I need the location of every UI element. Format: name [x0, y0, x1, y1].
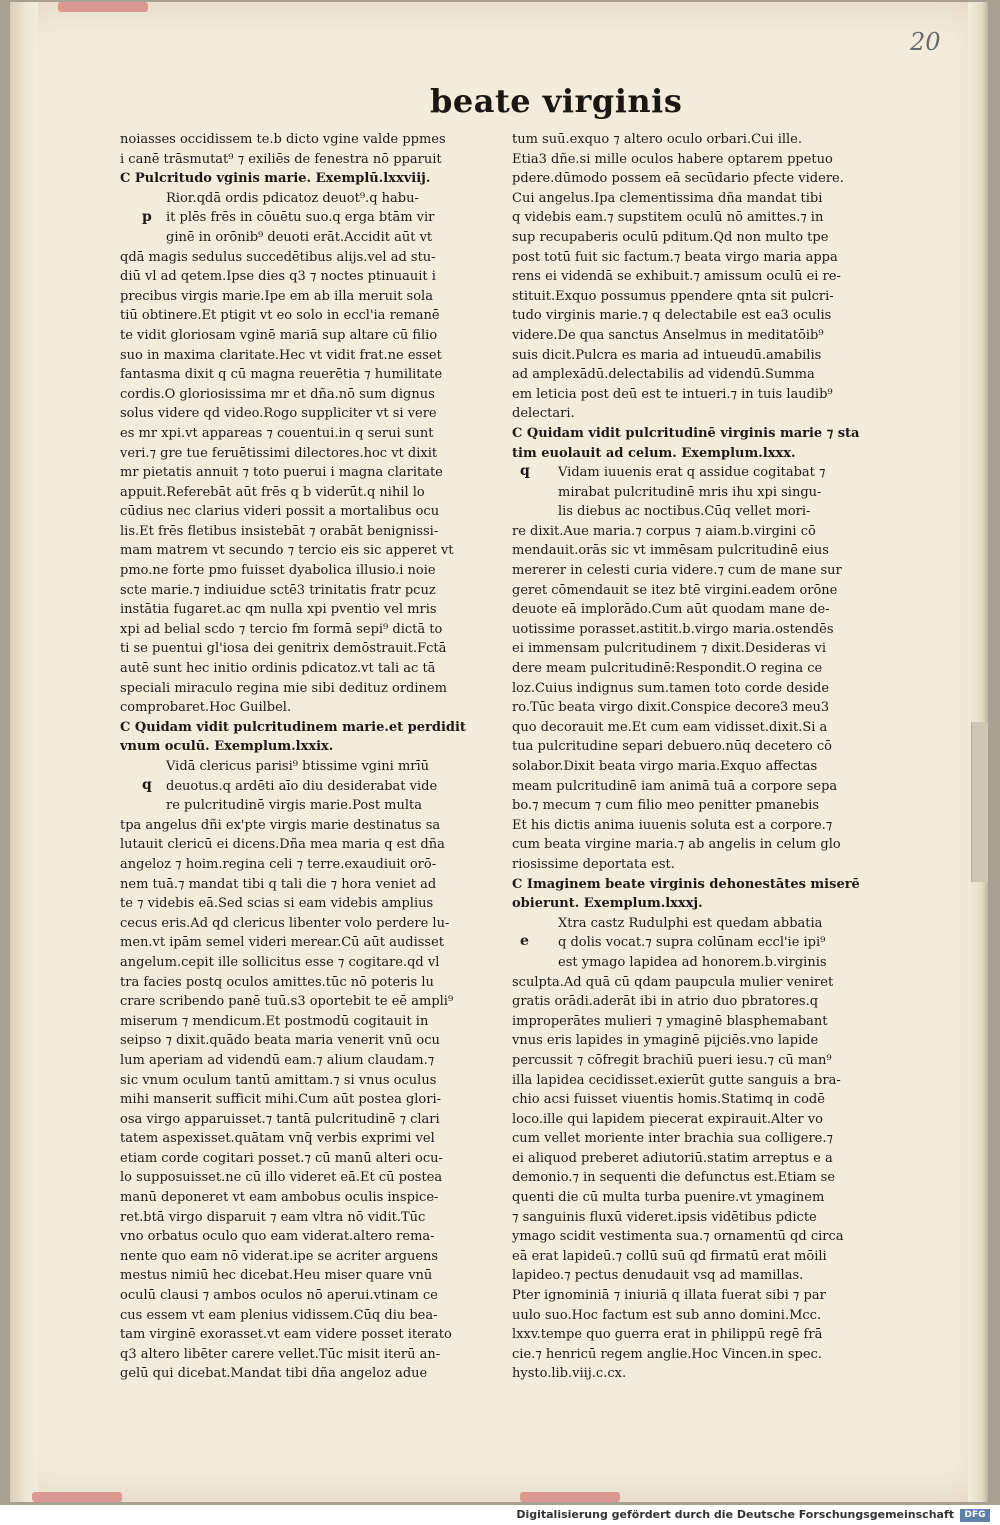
text-line: deuotus.q ardēti aīo diu desiderabat vide — [166, 778, 438, 794]
text-line: ei aliquod preberet adiutoriū.statim arreptus e a — [512, 1150, 833, 1166]
text-line: q dolis vocat.⁊ supra colūnam eccl'ie ipi⁹ — [558, 935, 826, 951]
text-line: C Quidam vidit pulcritudinē virginis marie ⁊ sta — [512, 425, 860, 441]
initial-letter: p — [142, 209, 152, 225]
text-line: C Quidam vidit pulcritudinem marie.et perdidit — [120, 719, 466, 735]
text-line: uulo suo.Hoc factum est sub anno domini.Mcc. — [512, 1307, 822, 1323]
running-head: beate virginis — [430, 82, 683, 120]
text-line: lutauit clericū ei dicens.Dña mea maria q est dña — [120, 837, 445, 853]
text-line: manū deponeret vt eam ambobus oculis inspice- — [120, 1190, 439, 1206]
text-line: q videbis eam.⁊ supstitem oculū nō amittes.⁊ in — [512, 210, 824, 226]
text-line: xpi ad belial scdo ⁊ tercio fm formā sepi⁹ dictā to — [120, 621, 443, 637]
text-line: mendauit.orās sic vt immēsam pulcritudinē eius — [512, 543, 829, 559]
text-line: cūdius nec clarius videri possit a mortalibus ocu — [120, 504, 440, 520]
text-line: stituit.Exquo possumus ppendere qnta sit pulcri- — [512, 288, 834, 304]
left-text-column — [120, 130, 492, 1384]
text-line: sup recupaberis oculū pditum.Qd non multo tpe — [512, 229, 829, 245]
text-line: mestus nimiū hec dicebat.Heu miser quare vnū — [120, 1268, 433, 1284]
initial-letter: q — [142, 777, 152, 793]
text-line: lapideo.⁊ pectus denudauit vsq ad mamillas. — [512, 1268, 804, 1284]
text-line: veri.⁊ gre tue feruētissimi dilectores.hoc vt dixit — [120, 445, 438, 461]
text-line: ginē in orōnib⁹ deuoti erāt.Accidit aūt vt — [166, 229, 433, 245]
text-line: tra facies postq oculos amittes.tūc nō poteris lu — [120, 974, 434, 990]
text-line: angeloz ⁊ hoim.regina celi ⁊ terre.exaudiuit orō- — [120, 856, 437, 872]
text-line: q3 altero libēter carere vellet.Tūc misit iterū an- — [120, 1346, 441, 1362]
text-line: vnus eris lapides in ymaginē pijciēs.vno lapide — [512, 1033, 819, 1049]
text-line: tum suū.exquo ⁊ altero oculo orbari.Cui ille. — [512, 132, 802, 147]
text-line: precibus virgis marie.Ipe em ab illa meruit sola — [120, 288, 433, 304]
text-line: demonio.⁊ in sequenti die defunctus est.Etiam se — [512, 1170, 836, 1186]
text-line: sculpta.Ad quā cū qdam paupcula mulier veniret — [512, 974, 834, 990]
text-line: vno orbatus oculo quo eam viderat.altero rema- — [120, 1229, 435, 1245]
text-line: ad amplexādū.delectabilis ad videndū.Summa — [512, 367, 815, 383]
text-line: tam virginē exorasset.vt eam videre posset iterato — [120, 1327, 452, 1343]
text-line: mererer in celesti curia videre.⁊ cum de mane sur — [512, 563, 842, 579]
text-line: pmo.ne forte pmo fuisset dyabolica illusio.i noie — [120, 563, 436, 579]
red-stain-bottom-left — [32, 1492, 122, 1502]
text-line: videre.De qua sanctus Anselmus in meditatōib⁹ — [512, 327, 824, 343]
text-line: nente quo eam nō viderat.ipe se acriter arguens — [120, 1248, 439, 1264]
red-stain-top — [58, 2, 148, 12]
text-line: Rior.qdā ordis pdicatoz deuot⁹.q habu- — [166, 190, 419, 206]
text-line: cum vellet moriente inter brachia sua colligere.⁊ — [512, 1131, 833, 1147]
text-line: appuit.Referebāt aūt frēs q b viderūt.q nihil lo — [120, 484, 425, 500]
text-line: suis dicit.Pulcra es maria ad intueudū.amabilis — [512, 347, 822, 363]
text-line: rens ei videndā se exhibuit.⁊ amissum oculū ei re- — [512, 269, 841, 285]
dfg-logo: DFG — [960, 1509, 990, 1522]
text-line: gratis orādi.aderāt ibi in atrio duo pbratores.q — [512, 994, 819, 1010]
text-line: loz.Cuius indignus sum.tamen toto corde deside — [512, 680, 830, 696]
text-line: Cui angelus.Ipa clementissima dña mandat tibi — [512, 190, 823, 206]
text-line: es mr xpi.vt appareas ⁊ couentui.in q serui sunt — [120, 425, 434, 441]
text-line: miserum ⁊ mendicum.Et postmodū cogitauit in — [120, 1013, 429, 1029]
text-line: crare scribendo panē tuū.s3 oportebit te eē ampli⁹ — [120, 994, 454, 1010]
text-line: em leticia post deū est te intueri.⁊ in tuis laudib⁹ — [512, 386, 833, 402]
text-line: mr pietatis annuit ⁊ toto puerui i magna claritate — [120, 465, 443, 481]
text-line: C Pulcritudo vginis marie. Exemplū.lxxviij. — [120, 171, 431, 187]
text-line: eā erat lapideū.⁊ collū suū qd firmatū erat mōili — [512, 1248, 827, 1264]
text-line: it plēs frēs in cōuētu suo.q erga btām vir — [166, 210, 435, 226]
text-line: Vidam iuuenis erat q assidue cogitabat ⁊ — [558, 465, 826, 481]
text-line: noiasses occidissem te.b dicto vgine valde ppmes — [120, 132, 446, 147]
text-line: re pulcritudinē virgis marie.Post multa — [166, 798, 423, 814]
text-line: angelum.cepit ille sollicitus esse ⁊ cogitare.qd vl — [120, 954, 440, 970]
initial-letter: q — [520, 463, 530, 479]
text-line: solus videre qd video.Rogo suppliciter vt si vere — [120, 406, 437, 422]
text-line: seipso ⁊ dixit.quādo beata maria venerit vnū ocu — [120, 1033, 440, 1049]
text-line: comprobaret.Hoc Guilbel. — [120, 700, 292, 716]
text-line: scte marie.⁊ indiuidue sctē3 trinitatis fratr pcuz — [120, 582, 436, 598]
funding-note: Digitalisierung gefördert durch die Deutsche Forschungsgemeinschaft — [516, 1508, 954, 1521]
text-line: Vidā clericus parisi⁹ btissime vgini mrīū — [166, 759, 430, 774]
text-line: diū vl ad qetem.Ipse dies q3 ⁊ noctes ptinuauit i — [120, 269, 436, 285]
text-line: est ymago lapidea ad honorem.b.virginis — [558, 954, 827, 970]
text-line: chio acsi fuisset viuentis homis.Statimq in codē — [512, 1092, 825, 1108]
text-line: tim euolauit ad celum. Exemplum.lxxx. — [512, 445, 796, 461]
text-line: riosissime deportata est. — [512, 856, 675, 872]
text-line: Etia3 dñe.si mille oculos habere optarem ppetuo — [512, 151, 833, 167]
text-line: tpa angelus dñi ex'pte virgis marie destinatus sa — [120, 817, 441, 833]
text-line: re dixit.Aue maria.⁊ corpus ⁊ aiam.b.virgini cō — [512, 523, 816, 539]
text-line: lis diebus ac noctibus.Cūq vellet mori- — [558, 504, 811, 520]
text-line: suo in maxima claritate.Hec vt vidit frat.ne esset — [120, 347, 442, 363]
text-line: etiam corde cogitari posset.⁊ cū manū alteri ocu- — [120, 1150, 443, 1166]
text-line: pdere.dūmodo possem eā secūdario pfecte videre. — [512, 171, 844, 187]
text-line: oculū clausi ⁊ ambos oculos nō aperui.vtinam ce — [120, 1288, 438, 1304]
text-line: ti se puentui gl'iosa dei genitrix demōstrauit.Fctā — [120, 641, 447, 657]
text-line: lxxv.tempe quo guerra erat in philippū regē frā — [512, 1327, 823, 1343]
text-line: qdā magis sedulus succedētibus alijs.vel ad stu- — [120, 249, 436, 265]
text-line: nem tuā.⁊ mandat tibi q tali die ⁊ hora veniet ad — [120, 876, 437, 892]
text-line: mihi manserit sufficit mihi.Cum aūt postea glori- — [120, 1092, 442, 1108]
text-line: obierunt. Exemplum.lxxxj. — [512, 896, 703, 912]
text-line: bo.⁊ mecum ⁊ cum filio meo penitter pmanebis — [512, 798, 820, 814]
text-line: quo decorauit me.Et cum eam vidisset.dixit.Si a — [512, 719, 828, 735]
text-line: post totū fuit sic factum.⁊ beata virgo maria appa — [512, 249, 838, 265]
text-line: autē sunt hec initio ordinis pdicatoz.vt tali ac tā — [120, 661, 436, 677]
text-line: dere meam pulcritudinē:Respondit.O regina ce — [512, 661, 823, 677]
text-line: ei immensam pulcritudinem ⁊ dixit.Desideras vi — [512, 641, 826, 657]
text-line: solabor.Dixit beata virgo maria.Exquo affectas — [512, 759, 818, 774]
text-line: mirabat pulcritudinē mris ihu xpi singu- — [558, 484, 822, 500]
page-tab — [971, 722, 988, 882]
text-line: gelū qui dicebat.Mandat tibi dña angeloz adue — [120, 1366, 428, 1382]
text-line: ret.btā virgo disparuit ⁊ eam vltra nō vidit.Tūc — [120, 1209, 426, 1225]
right-text-column — [512, 130, 876, 1384]
text-line: lis.Et frēs fletibus insistebāt ⁊ orabāt benignissi- — [120, 523, 439, 539]
text-line: improperātes mulieri ⁊ ymaginē blasphemabant — [512, 1013, 828, 1029]
text-line: fantasma dixit q cū magna reuerētia ⁊ humilitate — [120, 367, 443, 383]
text-line: lum aperiam ad videndū eam.⁊ alium claudam.⁊ — [120, 1052, 435, 1068]
text-line: mam matrem vt secundo ⁊ tercio eis sic apperet vt — [120, 543, 454, 559]
text-line: loco.ille qui lapidem piecerat expirauit.Alter vo — [512, 1111, 823, 1127]
text-line: percussit ⁊ cōfregit brachiū pueri iesu.⁊ cū man⁹ — [512, 1052, 832, 1068]
text-line: Et his dictis anima iuuenis soluta est a corpore.⁊ — [512, 817, 833, 833]
text-line: quenti die cū multa turba puenire.vt ymaginem — [512, 1190, 825, 1206]
text-line: sic vnum oculum tantū amittam.⁊ si vnus oculus — [120, 1072, 437, 1088]
text-line: ro.Tūc beata virgo dixit.Conspice decore3 meu3 — [512, 700, 830, 716]
text-line: ymago scidit vestimenta sua.⁊ ornamentū qd circa — [512, 1229, 844, 1245]
text-line: te ⁊ videbis eā.Sed scias si eam videbis amplius — [120, 896, 434, 912]
text-line: hysto.lib.viij.c.cx. — [512, 1366, 627, 1382]
text-line: Pter ignominiā ⁊ iniuriā q illata fuerat sibi ⁊ par — [512, 1288, 826, 1304]
text-line: vnum oculū. Exemplum.lxxix. — [120, 739, 334, 755]
red-stain-bottom-right — [520, 1492, 620, 1502]
text-line: tua pulcritudine separi debuero.nūq decetero cō — [512, 739, 832, 755]
text-line: tiū obtinere.Et ptigit vt eo solo in eccl'ia remanē — [120, 308, 440, 324]
text-line: cecus eris.Ad qd clericus libenter volo perdere lu- — [120, 915, 450, 931]
text-line: illa lapidea cecidisset.exierūt gutte sanguis a bra- — [512, 1072, 841, 1088]
text-line: deuote eā implorādo.Cum aūt quodam mane de- — [512, 602, 830, 618]
text-line: meam pulcritudinē iam animā tuā a corpore sepa — [512, 778, 838, 794]
text-line: cordis.O gloriosissima mr et dña.nō sum dignus — [120, 386, 435, 402]
text-line: C Imaginem beate virginis dehonestātes miserē — [512, 876, 860, 892]
text-line: osa virgo apparuisset.⁊ tantā pulcritudinē ⁊ clari — [120, 1111, 440, 1127]
text-line: cus essem vt eam plenius vidissem.Cūq diu bea- — [120, 1307, 438, 1323]
text-line: ⁊ sanguinis fluxū videret.ipsis vidētibus pdicte — [512, 1209, 817, 1225]
text-line: tudo virginis marie.⁊ q delectabile est ea3 oculis — [512, 308, 832, 324]
text-line: te vidit gloriosam vginē mariā sup altare cū filio — [120, 327, 438, 343]
footer-bar — [0, 1507, 1000, 1525]
text-line: instātia fugaret.ac qm nulla xpi pventio vel mris — [120, 602, 437, 618]
page-gutter — [10, 2, 38, 1502]
text-line: uotissime porasset.astitit.b.virgo maria.ostendēs — [512, 621, 834, 637]
initial-letter: e — [520, 933, 529, 949]
text-line: Xtra castz Rudulphi est quedam abbatia — [558, 915, 823, 931]
text-line: tatem aspexisset.quātam vnq̄ verbis exprimi vel — [120, 1131, 435, 1147]
pencil-folio-note: 20 — [910, 28, 941, 56]
text-line: i canē trāsmutat⁹ ⁊ exiliēs de fenestra nō pparuit — [120, 151, 442, 167]
text-line: cum beata virgine maria.⁊ ab angelis in celum glo — [512, 837, 841, 853]
text-line: speciali miraculo regina mie sibi dedituz ordinem — [120, 680, 447, 696]
text-line: cie.⁊ henricū regem anglie.Hoc Vincen.in spec. — [512, 1346, 822, 1362]
text-line: men.vt ipām semel videri merear.Cū aūt audisset — [120, 935, 445, 951]
text-line: lo supposuisset.ne cū illo videret eā.Et cū postea — [120, 1170, 443, 1186]
text-line: geret cōmendauit se itez btē virgini.eadem orōne — [512, 582, 838, 598]
text-line: delectari. — [512, 406, 575, 422]
